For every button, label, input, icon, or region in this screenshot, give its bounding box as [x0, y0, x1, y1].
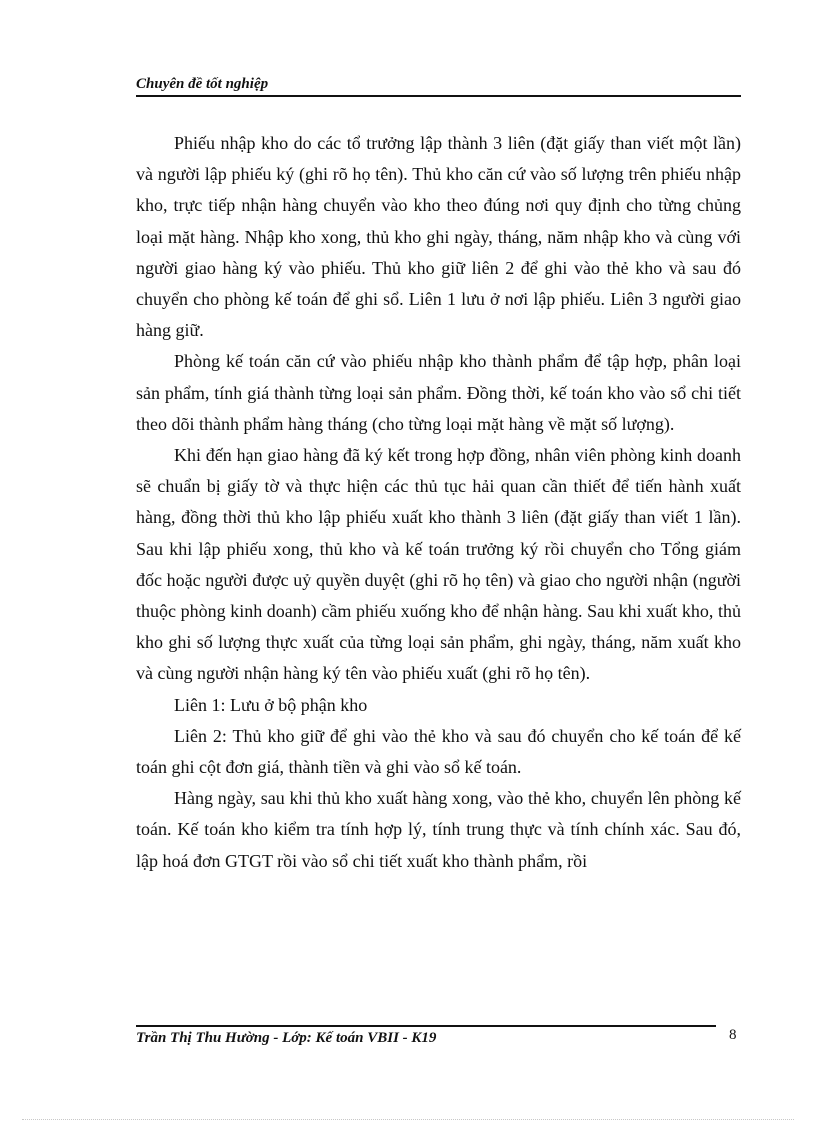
- document-body: [136, 128, 741, 877]
- paragraph-2: Phòng kế toán căn cứ vào phiếu nhập kho thành phẩm để tập hợp, phân loại sản phẩm, tính giá thành từng loại sản phẩm. Đồng thời, kế toán kho vào sổ chi tiết theo dõi thành phẩm hàng tháng (cho từng loại mặt hàng về mặt số lượng).: [136, 351, 741, 434]
- paragraph-3: Khi đến hạn giao hàng đã ký kết trong hợp đồng, nhân viên phòng kinh doanh sẽ chuẩn bị giấy tờ và thực hiện các thủ tục hải quan cần thiết để tiến hành xuất hàng, đồng thời thủ kho lập phiếu xuất kho thành 3 liên (đặt giấy than viết 1 lần). Sau khi lập phiếu xong, thủ kho và kế toán trưởng ký rồi chuyển cho Tổng giám đốc hoặc người được uỷ quyền duyệt (ghi rõ họ tên) và giao cho người nhận (người thuộc phòng kinh doanh) cầm phiếu xuống kho để nhận hàng. Sau khi xuất kho, thủ kho ghi số lượng thực xuất của từng loại sản phẩm, ghi ngày, tháng, năm xuất kho và cùng người nhận hàng ký tên vào phiếu xuất (ghi rõ họ tên).: [136, 445, 741, 684]
- footer-author: Trần Thị Thu Hường - Lớp: Kế toán VBII - K19: [136, 1030, 437, 1046]
- paragraph-6: Hàng ngày, sau khi thủ kho xuất hàng xong, vào thẻ kho, chuyển lên phòng kế toán. Kế toán kho kiểm tra tính hợp lý, tính trung thực và tính chính xác. Sau đó, lập hoá đơn GTGT rồi vào sổ chi tiết xuất kho thành phẩm, rồi: [136, 788, 741, 871]
- paragraph-5: Liên 2: Thủ kho giữ để ghi vào thẻ kho và sau đó chuyển cho kế toán để kế toán ghi cột đơn giá, thành tiền và ghi vào sổ kế toán.: [136, 725, 741, 778]
- paragraph-4: Liên 1: Lưu ở bộ phận kho: [174, 694, 368, 715]
- page-edge-dotted-line: [22, 1119, 794, 1120]
- header-divider: [136, 95, 741, 97]
- paragraph-1: Phiếu nhập kho do các tổ trưởng lập thành 3 liên (đặt giấy than viết một lần) và người lập phiếu ký (ghi rõ họ tên). Thủ kho căn cứ vào số lượng trên phiếu nhập kho, trực tiếp nhận hàng chuyển vào kho theo đúng nơi quy định cho từng chủng loại mặt hàng. Nhập kho xong, thủ kho ghi ngày, tháng, năm nhập kho và cùng với người giao hàng ký vào phiếu. Thủ kho giữ liên 2 để ghi vào thẻ kho và sau đó chuyển cho phòng kế toán để ghi sổ. Liên 1 lưu ở nơi lập phiếu. Liên 3 người giao hàng giữ.: [136, 133, 741, 341]
- footer-divider: [136, 1025, 716, 1027]
- page-number: 8: [729, 1027, 737, 1043]
- page-header-title: Chuyên đề tốt nghiệp: [136, 76, 269, 92]
